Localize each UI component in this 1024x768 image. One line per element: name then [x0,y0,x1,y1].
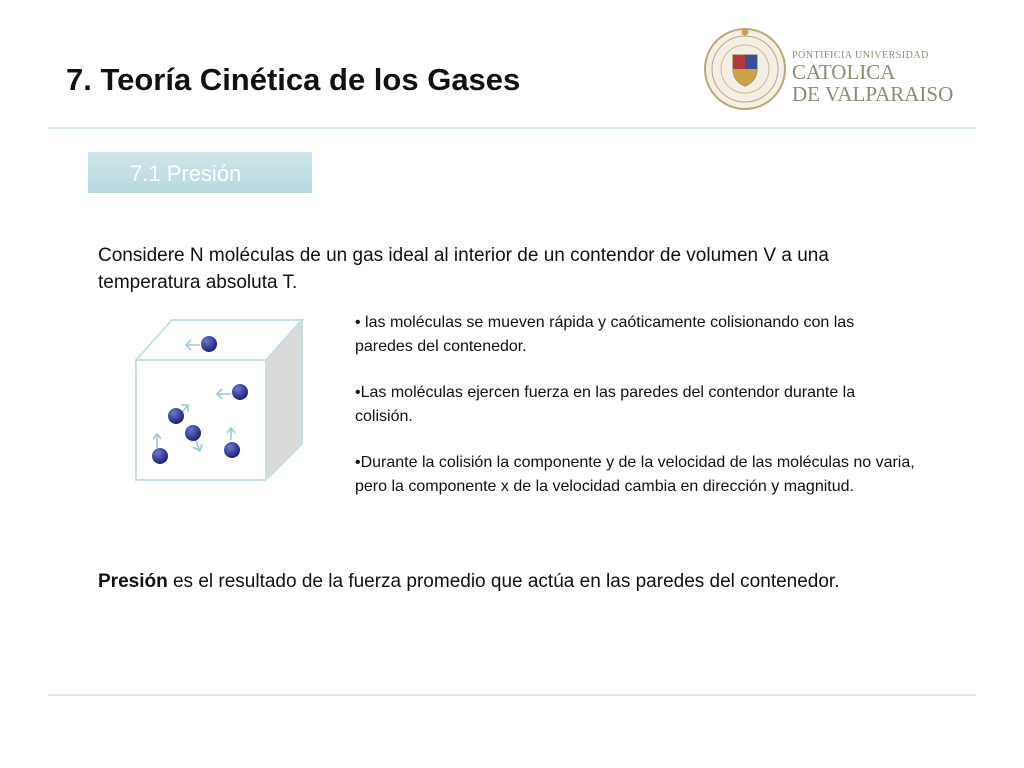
university-name [792,50,953,105]
top-divider [48,127,976,129]
university-name-line3: DE VALPARAISO [792,82,954,106]
molecule [232,384,248,400]
gas-container-illustration [130,312,330,488]
section-heading [88,152,312,193]
bullet-item: •Las moléculas ejercen fuerza en las paredes del contendor durante la colisión. [355,384,856,425]
university-seal-icon [702,24,788,110]
pressure-term: Presión [98,571,168,592]
molecule [224,442,240,458]
section-heading-label: 7.1 Presión [130,161,242,186]
molecule [152,448,168,464]
pressure-description: es el resultado de la fuerza promedio que actúa en las paredes del contenedor. [167,571,840,592]
university-name-line2: CATOLICA [792,60,896,84]
molecule [201,336,217,352]
bullet-list [355,311,915,521]
bullet-item: • las moléculas se mueven rápida y caóticamente colisionando con las paredes del contenedor. [355,314,855,355]
molecule [168,408,184,424]
university-logo [702,24,982,116]
bottom-divider [48,694,976,696]
bullet-item: •Durante la colisión la componente y de la velocidad de las moléculas no varia, pero la componente x de la velocidad cambia en dirección y magnitud. [355,454,915,495]
molecule [185,425,201,441]
intro-text: Considere N moléculas de un gas ideal al interior de un contendor de volumen V a una temperatura absoluta T. [98,245,829,293]
pressure-definition [98,568,898,596]
university-name-line1: PONTIFICIA UNIVERSIDAD [792,50,929,61]
page-title: 7. Teoría Cinética de los Gases [66,62,521,97]
